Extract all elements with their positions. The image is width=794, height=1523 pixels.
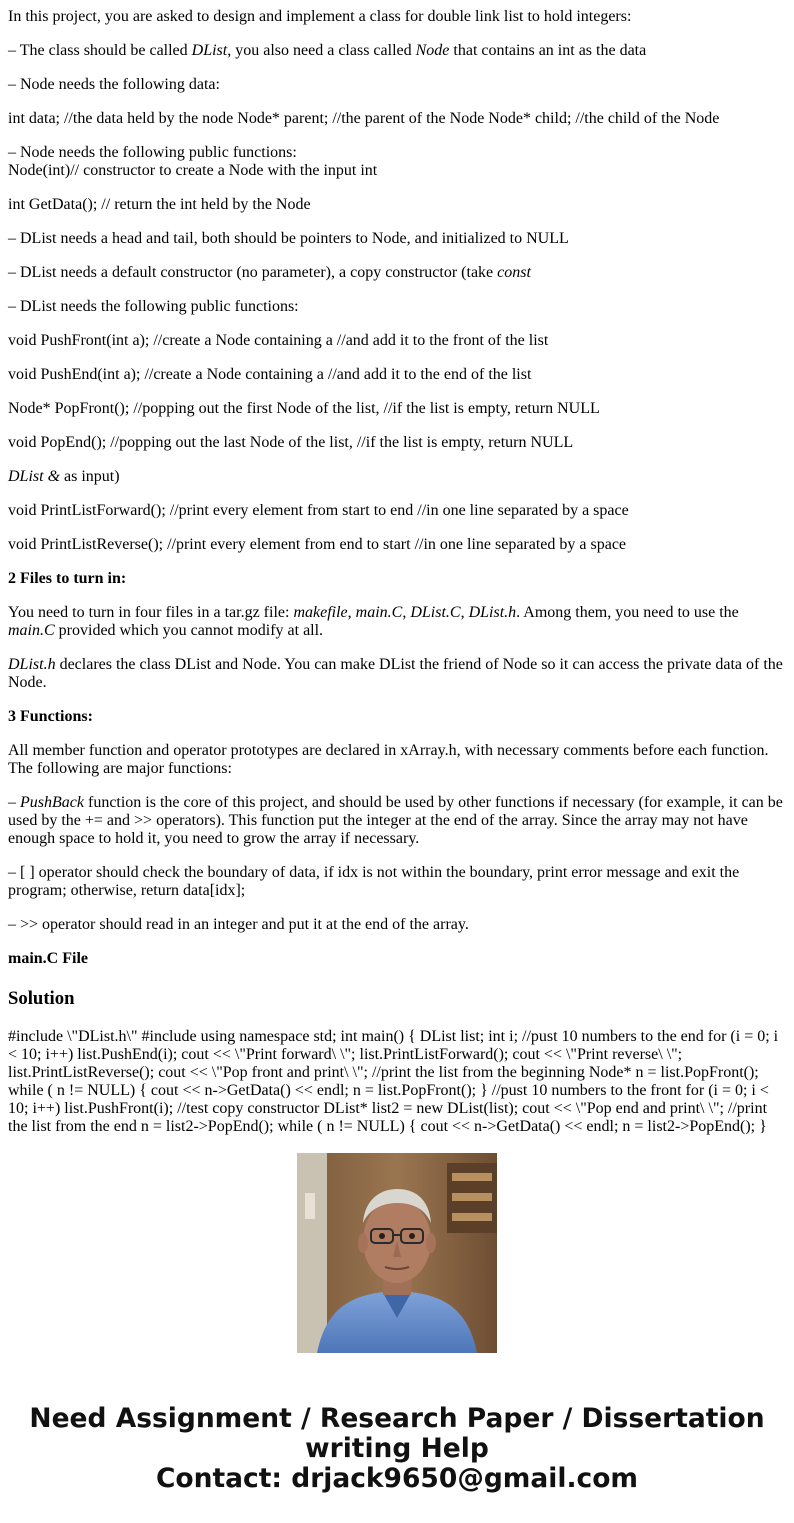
footer-line-2: writing Help — [305, 1433, 489, 1464]
dlisth-paragraph: DList.h declares the class DList and Node. You can make DList the friend of Node so it can access the private data of the Node. — [8, 656, 783, 691]
getdata-line: int GetData(); // return the int held by the Node — [8, 196, 311, 213]
node-functions-heading: – Node needs the following public functions: — [8, 144, 297, 161]
solution-code-paragraph: #include \"DList.h\" #include using namespace std; int main() { DList list; int i; //pust 10 numbers to the end for (i = 0; i < 10; i++) list.PushEnd(i); cout << \"Print forward\ \"; list.PrintListForward(); cout << \"Print reverse\ \"; list.PrintListReverse(); cout << \"Pop front and print\ \"; //print the list from the beginning Node* n = list.PopFront(); while ( n != NULL) { cout << n->GetData() << endl; n = list.PopFront(); } //pust 10 numbers to the front for (i = 0; i < 10; i++) list.PushFront(i); //test copy constructor DList* list2 = new DList(list); cout << \"Pop end and print\ \"; //print the list from the end n = list2->PopEnd(); while ( n != NULL) { cout << n->GetData() << endl; n = list2->PopEnd(); } — [8, 1028, 779, 1135]
main-c-heading: main.C File — [8, 950, 88, 967]
footer-contact-banner — [0, 1404, 794, 1494]
node-constructor-line: Node(int)// constructor to create a Node with the input int — [8, 162, 378, 179]
node-term: Node — [415, 42, 450, 59]
filename-main-c: main.C — [355, 604, 403, 621]
functions-heading: 3 Functions: — [8, 708, 93, 725]
functions-paragraph: All member function and operator prototypes are declared in xArray.h, with necessary comments before each function. The following are major functions: — [8, 742, 769, 777]
footer-contact-line: Contact: drjack9650@gmail.com — [155, 1463, 639, 1494]
print-reverse-line: void PrintListReverse(); //print every element from end to start //in one line separated by a space — [8, 536, 627, 553]
author-photo — [297, 1153, 497, 1353]
filename-main-c-2: main.C — [8, 622, 55, 639]
dlist-term: DList — [191, 42, 228, 59]
solution-code-text — [8, 1028, 786, 1135]
constructor-line: – DList needs a default constructor (no parameter), a copy constructor (take const — [8, 264, 531, 281]
const-term: const — [497, 264, 531, 281]
dlist-functions-heading: – DList needs the following public functions: — [8, 298, 299, 315]
shift-operator-paragraph: – >> operator should read in an integer and put it at the end of the array. — [8, 916, 469, 933]
pushback-paragraph: – PushBack function is the core of this project, and should be used by other functions if necessary (for example, it can be used by the += and >> operators). This function put the integer at the end of the array. Since the array may not have enough space to hold it, you need to grow the array if necessary. — [8, 794, 783, 847]
intro-paragraph: In this project, you are asked to design and implement a class for double link list to hold integers: — [8, 8, 632, 25]
dlisth-term: DList.h — [8, 656, 56, 673]
dlist-ref-line: DList & as input) — [8, 468, 120, 485]
dlist-ref-term: DList & — [8, 468, 61, 485]
popend-line: void PopEnd(); //popping out the last Node of the list, //if the list is empty, return NULL — [8, 434, 574, 451]
class-requirement-paragraph: – The class should be called DList, you also need a class called Node that contains an int as the data — [8, 42, 647, 59]
popfront-line: Node* PopFront(); //popping out the first Node of the list, //if the list is empty, return NULL — [8, 400, 600, 417]
node-functions-block — [8, 144, 786, 180]
filename-makefile: makefile — [293, 604, 348, 621]
solution-heading: Solution — [8, 988, 75, 1009]
author-avatar — [297, 1153, 497, 1353]
dash: – — [8, 42, 16, 59]
pushend-line: void PushEnd(int a); //create a Node containing a //and add it to the end of the list — [8, 366, 532, 383]
files-heading: 2 Files to turn in: — [8, 570, 127, 587]
bracket-operator-paragraph: – [ ] operator should check the boundary of data, if idx is not within the boundary, print error message and exit the program; otherwise, return data[idx]; — [8, 864, 740, 899]
files-paragraph: You need to turn in four files in a tar.gz file: makefile, main.C, DList.C, DList.h. Among them, you need to use the main.C provided which you cannot modify at all. — [8, 604, 739, 639]
pushback-term: PushBack — [20, 794, 84, 811]
node-data-heading: – Node needs the following data: — [8, 76, 220, 93]
pushfront-line: void PushFront(int a); //create a Node containing a //and add it to the front of the list — [8, 332, 549, 349]
print-forward-line: void PrintListForward(); //print every element from start to end //in one line separated by a space — [8, 502, 629, 519]
head-tail-line: – DList needs a head and tail, both should be pointers to Node, and initialized to NULL — [8, 230, 569, 247]
filename-dlist-h: DList.h — [468, 604, 517, 621]
footer-line-1: Need Assignment / Research Paper / Dissertation — [29, 1403, 765, 1434]
node-data-line: int data; //the data held by the node Node* parent; //the parent of the Node Node* child; //the child of the Node — [8, 110, 720, 127]
filename-dlist-c: DList.C — [410, 604, 461, 621]
